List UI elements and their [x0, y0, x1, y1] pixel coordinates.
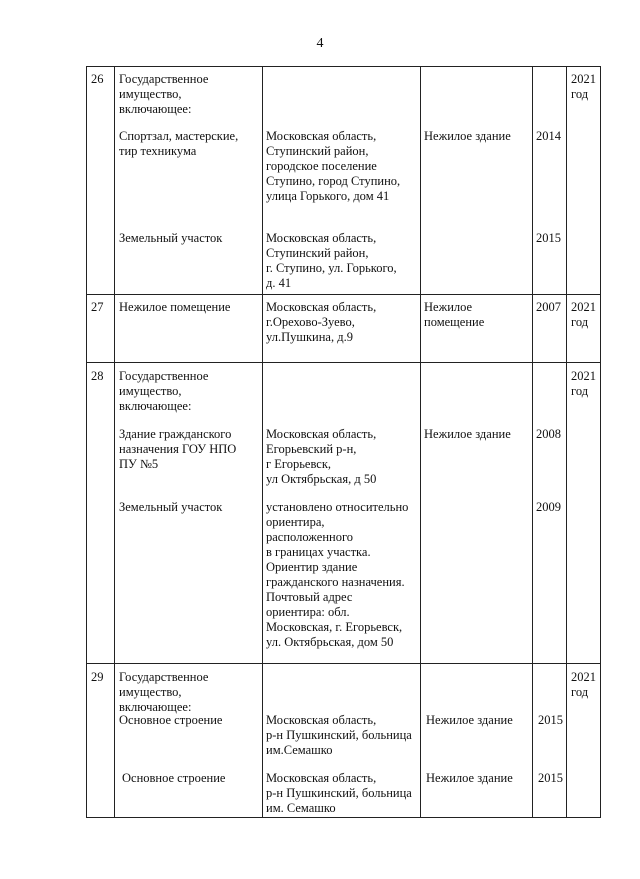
item-year: 2008: [536, 427, 561, 441]
group-header: Государственное имущество, включающее:: [119, 670, 209, 714]
row-border: [86, 294, 601, 295]
item-address: Московская область, р-н Пушкинский, больница им.Семашко: [266, 713, 412, 757]
item-type: Нежилое здание: [424, 129, 511, 143]
col-border: [86, 66, 87, 818]
item-year: 2007: [536, 300, 561, 314]
registration-year: 2021 год: [571, 670, 596, 699]
item-name: Спортзал, мастерские, тир техникума: [119, 129, 239, 158]
row-border: [86, 362, 601, 363]
col-border: [114, 66, 115, 818]
group-header: Государственное имущество, включающее:: [119, 369, 209, 413]
col-border: [262, 66, 263, 818]
item-type: Нежилое здание: [426, 771, 513, 785]
property-table: [86, 66, 601, 818]
group-header: Государственное имущество, включающее:: [119, 72, 209, 116]
registration-year: 2021 год: [571, 369, 596, 398]
page-number: 4: [316, 36, 324, 51]
item-address: Московская область, Егорьевский р-н, г Егорьевск, ул Октябрьская, д 50: [266, 427, 377, 486]
row-number: 29: [91, 670, 104, 684]
col-border: [420, 66, 421, 818]
row-number: 26: [91, 72, 104, 86]
item-address: Московская область, Ступинский район, городское поселение Ступино, город Ступино, улица Горького, дом 41: [266, 129, 401, 203]
item-type: Нежилое здание: [426, 713, 513, 727]
item-address: Московская область, г.Орехово-Зуево, ул.Пушкина, д.9: [266, 300, 377, 344]
row-border: [86, 817, 601, 818]
registration-year: 2021 год: [571, 300, 596, 329]
row-number: 27: [91, 300, 104, 314]
item-name: Основное строение: [119, 713, 223, 727]
item-year: 2014: [536, 129, 561, 143]
col-border: [600, 66, 601, 818]
item-type: Нежилое здание: [424, 427, 511, 441]
item-name: Здание гражданского назначения ГОУ НПО ПУ №5: [119, 427, 237, 471]
item-address: установлено относительно ориентира, расположенного в границах участка. Ориентир здание гражданского назначения. Почтовый адрес ориентира: обл. Московская, г. Егорьевск, ул. Октябрьская, дом 50: [266, 500, 409, 649]
item-name: Земельный участок: [119, 231, 223, 245]
item-name: Земельный участок: [119, 500, 223, 514]
item-year: 2015: [536, 231, 561, 245]
item-address: Московская область, Ступинский район, г. Ступино, ул. Горького, д. 41: [266, 231, 397, 290]
col-border: [566, 66, 567, 818]
item-year: 2015: [538, 713, 563, 727]
item-address: Московская область, р-н Пушкинский, больница им. Семашко: [266, 771, 412, 815]
item-year: 2009: [536, 500, 561, 514]
row-border: [86, 66, 601, 67]
item-type: Нежилое помещение: [424, 300, 485, 329]
row-number: 28: [91, 369, 104, 383]
item-name: Основное строение: [122, 771, 226, 785]
item-name: Нежилое помещение: [119, 300, 231, 314]
item-year: 2015: [538, 771, 563, 785]
registration-year: 2021 год: [571, 72, 596, 101]
row-border: [86, 663, 601, 664]
col-border: [532, 66, 533, 818]
